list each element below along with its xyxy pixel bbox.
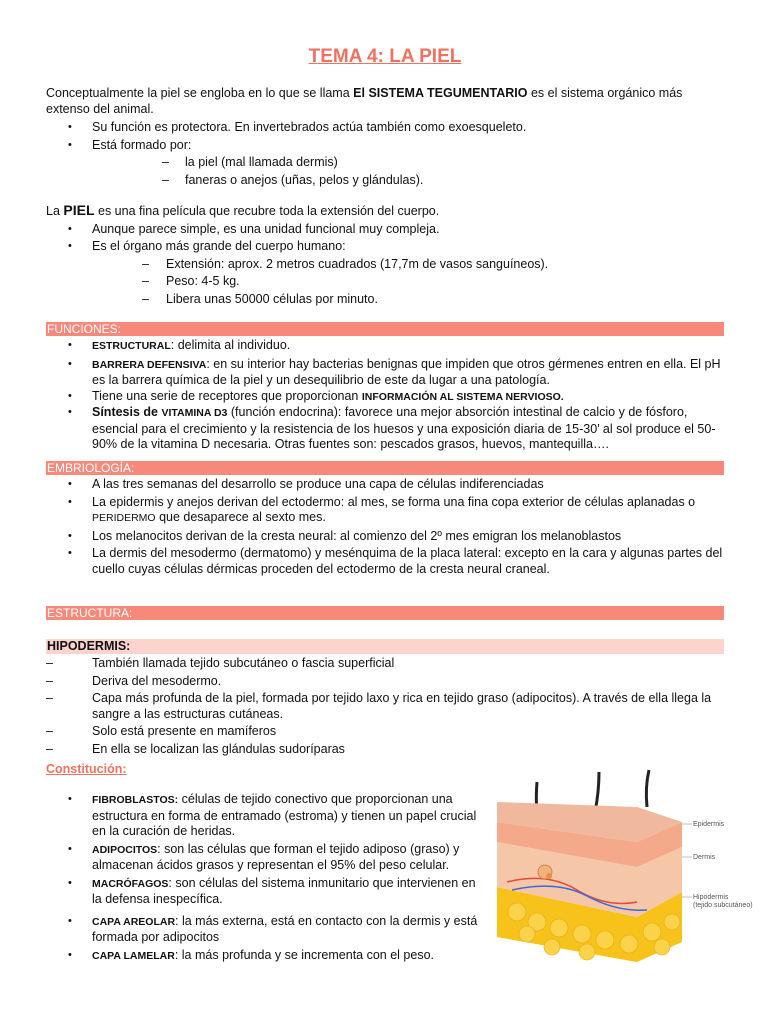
section-band-embriologia: EMBRIOLOGÍA: <box>46 461 724 475</box>
item-label-small: VITAMINA D3 <box>161 407 228 419</box>
subsection-band-hipodermis: HIPODERMIS: <box>46 639 724 654</box>
item-text: : la más externa, está en contacto con la dermis y está formada por adipocitos <box>92 913 478 944</box>
item-text: La epidermis y anejos derivan del ectodermo: al mes, se forma una fina copa exterior de células aplanadas o <box>92 494 696 509</box>
section-band-funciones: FUNCIONES: <box>46 322 724 336</box>
list-item <box>46 495 724 527</box>
item-label: ESTRUCTURAL <box>92 340 171 352</box>
item-label: FIBROBLASTOS: <box>92 794 179 806</box>
dash-item: – Capa más profunda de la piel, formada por tejido laxo y rica en tejido graso (adipocitos). A través de ella llega la sangre a las estructuras cutáneas. <box>46 691 724 722</box>
list-item: • Aunque parece simple, es una unidad funcional muy compleja. <box>46 222 724 238</box>
list-item: • Los melanocitos derivan de la cresta neural: al comienzo del 2º mes emigran los melanoblastos <box>46 529 724 545</box>
gland <box>546 873 552 879</box>
piel-paragraph <box>46 203 724 220</box>
sub-list-item: – faneras o anejos (uñas, pelos y glándulas). <box>46 173 724 189</box>
item-text: Tiene una serie de receptores que proporcionan <box>92 388 362 403</box>
item-label: CAPA LAMELAR <box>92 949 175 962</box>
item-text: : son las células que forman el tejido adiposo (graso) y almacenan ácidos grasos y representan el 95% del peso celular. <box>92 841 460 872</box>
item-text: : en su interior hay bacterias benignas que impiden que otros gérmenes entren en ella. El pH es la barrera química de la piel y un desequilibrio de este da lugar a una patología. <box>92 356 721 387</box>
piel-bullets <box>46 222 724 308</box>
list-item <box>46 948 486 965</box>
item-text: células de tejido conectivo que proporcionan una estructura en forma de entramado (estroma) y tienen un papel crucial en la curación de heridas. <box>92 792 477 838</box>
intro-bold: El SISTEMA TEGUMENTARIO <box>353 86 528 100</box>
list-item: • La dermis del mesodermo (dermatomo) y mesénquima de la placa lateral: excepto en la cara y algunas partes del cuello cuyas células dérmicas proceden del ectodermo de la cresta neural craneal. <box>46 546 724 577</box>
dash-item: – También llamada tejido subcutáneo o fascia superficial <box>46 656 724 672</box>
piel-section <box>46 203 724 307</box>
hipodermis-section <box>46 656 724 757</box>
list-item: • Está formado por: <box>46 138 724 154</box>
item-text: que desaparece al sexto mes. <box>155 510 326 524</box>
dash-item: – En ella se localizan las glándulas sudoríparas <box>46 742 724 758</box>
item-small: PERIDERMO <box>92 512 156 524</box>
hair-icon <box>646 770 649 807</box>
item-label: Síntesis de <box>92 405 162 419</box>
funciones-list <box>46 338 724 453</box>
sub-list-item: – la piel (mal llamada dermis) <box>46 155 724 171</box>
list-item: • Es el órgano más grande del cuerpo humano: <box>46 239 724 255</box>
intro-text-after: es el sistema orgánico más extenso del animal. <box>46 86 683 116</box>
embriologia-section <box>46 477 724 577</box>
piel-lead: La <box>46 204 64 218</box>
item-text: : delimita al individuo. <box>170 338 291 352</box>
sub-list-item: – Libera unas 50000 células por minuto. <box>46 292 724 308</box>
list-item <box>46 357 724 389</box>
list-item <box>46 914 486 946</box>
list-item <box>46 876 486 908</box>
funciones-section <box>46 338 724 453</box>
dash-item: – Solo está presente en mamíferos <box>46 724 724 740</box>
item-label: INFORMACIÓN AL SISTEMA NERVIOSO. <box>361 390 564 403</box>
constitucion-list <box>46 792 486 964</box>
list-item <box>46 405 724 453</box>
item-label: MACRÓFAGOS <box>92 877 169 890</box>
constitucion-section <box>46 792 486 964</box>
skin-cross-section-illustration <box>487 762 767 962</box>
list-item: • Su función es protectora. En invertebrados actúa también como exoesqueleto. <box>46 120 724 136</box>
item-text: : la más profunda y se incrementa con el peso. <box>174 947 434 962</box>
piel-bold: PIEL <box>63 202 95 218</box>
piel-text: es una fina película que recubre toda la extensión del cuerpo. <box>94 204 440 218</box>
hipodermis-list <box>46 656 724 757</box>
intro-paragraph <box>46 86 724 117</box>
list-item <box>46 389 724 406</box>
label-epidermis: Epidermis <box>693 821 725 828</box>
label-dermis: Dermis <box>693 854 716 861</box>
label-hipodermis: Hipodermis <box>693 894 729 901</box>
embriologia-list <box>46 477 724 577</box>
intro-section <box>46 86 724 188</box>
intro-text: Conceptualmente la piel se engloba en lo que se llama <box>46 86 354 100</box>
constitucion-heading: Constitución: <box>46 762 127 776</box>
list-item: • A las tres semanas del desarrollo se produce una capa de células indiferenciadas <box>46 477 724 493</box>
sub-list-item: – Extensión: aprox. 2 metros cuadrados (17,7m de vasos sanguíneos). <box>46 257 724 273</box>
item-text: : son células del sistema inmunitario que intervienen en la defensa inespecífica. <box>92 875 476 906</box>
list-item <box>46 338 724 355</box>
intro-bullets <box>46 120 724 188</box>
item-label: BARRERA DEFENSIVA <box>92 358 207 371</box>
dash-item: – Deriva del mesodermo. <box>46 674 724 690</box>
list-item <box>46 792 486 840</box>
section-band-estructura: ESTRUCTURA: <box>46 606 724 620</box>
list-item <box>46 842 486 874</box>
item-text: (función endocrina): favorece una mejor absorción intestinal de calcio y de fósforo, esencial para el crecimiento y la resistencia de los huesos y una exposición diaria de 15-30’ al sol produce el 50-90% de la vitamina D necesaria. Otras fuentes son: pescados grasos, huevos, mantequilla…. <box>92 405 716 451</box>
item-label: ADIPOCITOS <box>92 843 158 856</box>
item-label: CAPA AREOLAR <box>92 915 176 928</box>
sub-list-item: – Peso: 4-5 kg. <box>46 274 724 290</box>
label-hipodermis-sub: (tejido subcutáneo) <box>693 902 753 909</box>
page-title: TEMA 4: LA PIEL <box>308 46 462 67</box>
